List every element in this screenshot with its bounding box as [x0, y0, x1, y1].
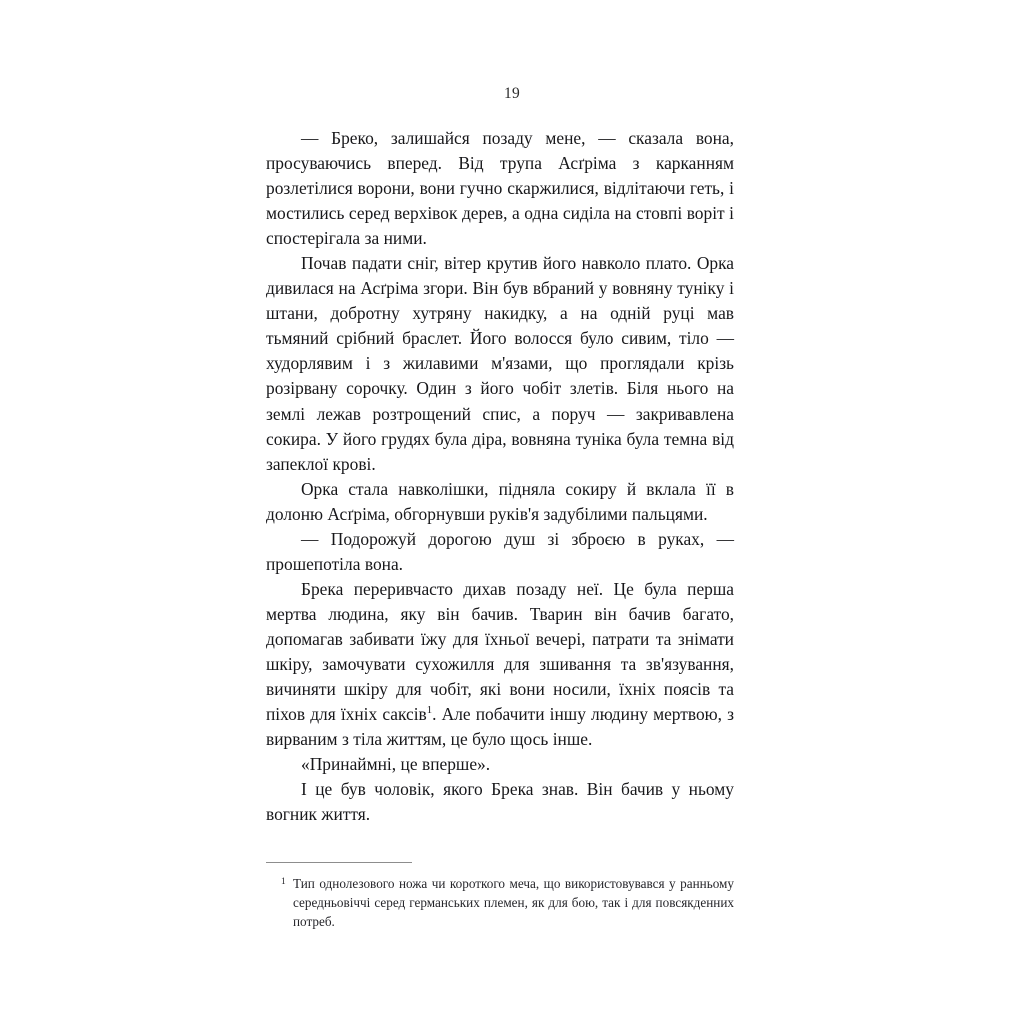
- footnote-reference-marker[interactable]: 1: [426, 704, 433, 717]
- paragraph-with-footnote-ref: [266, 577, 734, 752]
- paragraph: І це був чоловік, якого Брека знав. Він бачив у ньому вогник життя.: [266, 779, 734, 825]
- body-text-column: [266, 126, 734, 827]
- paragraph: — Бреко, залишайся позаду мене, — сказала вона, просуваючись вперед. Від трупа Асґріма з карканням розлетілися ворони, вони гучно скаржилися, відлітаючи геть, і мостились серед верхівок дерев, а одна сиділа на стовпі воріт і спостерігала за ними.: [266, 128, 734, 249]
- footnote-text: Тип однолезового ножа чи короткого меча, що використовувався у ранньому середньовіччі серед германських племен, як для бою, так і для повсякденних потреб.: [293, 876, 734, 930]
- footnote-separator-rule: [266, 862, 412, 863]
- paragraph-text-lead: Брека переривчасто дихав позаду неї. Це була перша мертва людина, яку він бачив. Тварин він бачив багато, допомагав забивати їжу для їхньої вечері, патрати та знімати шкіру, замочувати сухожилля для зшивання та зв'язування, вичиняти шкіру для чобіт, які вони носили, їхніх поясів та піхов для їхніх саксів: [266, 578, 734, 725]
- page-number: 19: [503, 85, 521, 102]
- paragraph-text-tail: . Але побачити іншу людину мертвою, з вирваним з тіла життям, це було щось інше.: [266, 704, 734, 750]
- paragraph: Почав падати сніг, вітер крутив його навколо плато. Орка дивилася на Асґріма згори. Він був вбраний у вовняну туніку і штани, добротну хутряну накидку, а на одній руці мав тьмяний срібний браслет. Його волосся було сивим, тіло — худорлявим і з жилавими м'язами, що проглядали крізь розірвану сорочку. Один з його чобіт злетів. Біля нього на землі лежав розтрощений спис, а поруч — закривавлена сокира. У його грудях була діра, вовняна туніка була темна від запеклої крові.: [266, 253, 734, 474]
- footnote-area: [266, 862, 734, 932]
- paragraph: Орка стала навколішки, підняла сокиру й вклала її в долоню Асґріма, обгорнувши руків'я задубілими пальцями.: [266, 478, 734, 524]
- footnote-entry: [266, 874, 734, 932]
- paragraph: — Подорожуй дорогою душ зі зброєю в руках, — прошепотіла вона.: [266, 528, 734, 574]
- paragraph: «Принаймні, це вперше».: [301, 754, 491, 775]
- footnote-marker: 1: [281, 877, 286, 887]
